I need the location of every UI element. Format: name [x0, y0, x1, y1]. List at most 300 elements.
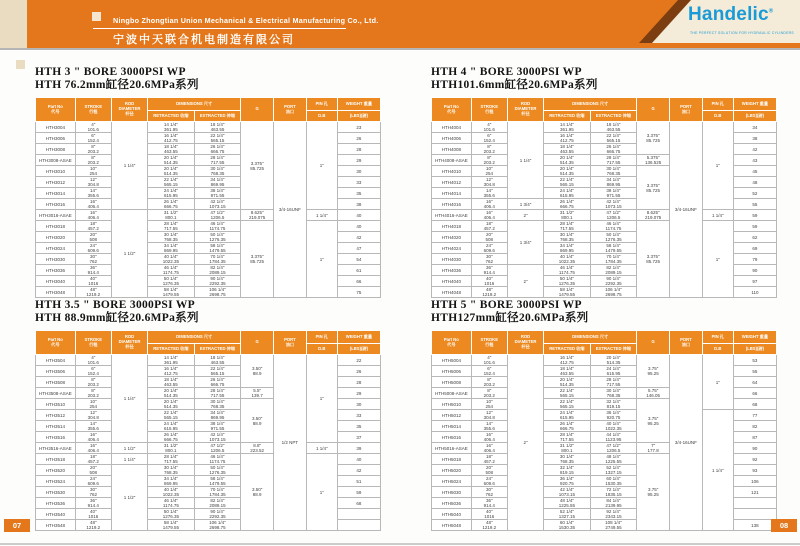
- col-header-stroke: STROKE 行程: [471, 331, 507, 355]
- col-header-part-no: Part No 代号: [36, 331, 76, 355]
- col-header-retracted: RETRACTED 收缩: [148, 111, 195, 122]
- cell-retracted: 50 1/4" 1276.35: [544, 276, 591, 287]
- cell-retracted: 30 1/4" 768.35: [148, 232, 195, 243]
- cell-stroke: 10" 254: [75, 166, 111, 177]
- cell-stroke: 30" 762: [75, 254, 111, 265]
- col-header-g: G: [637, 98, 670, 122]
- cell-g: 5.375" 136.525: [637, 155, 670, 166]
- cell-stroke: 20" 508: [471, 232, 507, 243]
- col-header-weight-lbs: (LBS)(磅): [733, 344, 776, 355]
- col-header-port: PORT 油口: [670, 331, 703, 355]
- cell-extracted: 34 1/4" 869.95: [590, 177, 637, 188]
- cell-weight: 53: [733, 355, 776, 366]
- cell-weight: 87: [733, 432, 776, 443]
- cell-part-no: HTH4004: [432, 122, 472, 133]
- cell-stroke: 20" 508: [75, 465, 111, 476]
- spec-table-3-5inch: [35, 330, 381, 531]
- cell-weight: 68: [733, 399, 776, 410]
- cell-stroke: 14" 355.6: [471, 421, 507, 432]
- cell-extracted: 47 1/2" 1206.5: [194, 210, 241, 221]
- cell-retracted: 32 1/4" 819.15: [544, 465, 591, 476]
- cell-retracted: 50 1/4" 1276.35: [148, 276, 195, 287]
- cell-part-no: HTH3516: [36, 432, 76, 443]
- decor-white-square: [92, 12, 101, 21]
- cell-stroke: 30" 762: [471, 487, 507, 498]
- cell-stroke: 16" 406.4: [471, 199, 507, 210]
- section-title-cn: HTH 88.9mm缸径20.6MPa系列: [35, 312, 199, 324]
- cell-extracted: 30 1/4" 768.35: [194, 166, 241, 177]
- cell-weight: 40: [337, 210, 380, 221]
- cell-retracted: 22 1/4" 565.15: [544, 388, 591, 399]
- cell-weight: 90: [733, 443, 776, 454]
- cell-part-no: HTH3516-ASAE: [36, 443, 76, 454]
- cell-retracted: 18 1/4" 463.55: [148, 144, 195, 155]
- cell-extracted: 70 1/4" 1784.35: [590, 254, 637, 265]
- cell-part-no: HTH3016-ASAE: [36, 210, 76, 221]
- cell-pin: 1": [306, 355, 337, 443]
- cell-extracted: 82 1/4" 2089.15: [590, 265, 637, 276]
- cell-retracted: 16 1/4" 412.75: [544, 133, 591, 144]
- col-header-rod-diameter: ROD DIAMETER 杆径: [111, 331, 147, 355]
- cell-part-no: HTH3008-ASAE: [36, 155, 76, 166]
- bottom-rule: [0, 543, 800, 545]
- cell-retracted: 24 1/4" 615.95: [148, 188, 195, 199]
- cell-part-no: HTH3040: [36, 276, 76, 287]
- cell-weight: 40: [337, 221, 380, 232]
- col-header-retracted: RETRACTED 收缩: [148, 344, 195, 355]
- table-row: [36, 454, 381, 465]
- cell-part-no: HTH3030: [36, 254, 76, 265]
- cell-weight: 59: [337, 487, 380, 498]
- cell-extracted: 58 1/4" 1479.55: [590, 243, 637, 254]
- cell-g: 3.375" 85.725: [637, 122, 670, 155]
- cell-retracted: 46 1/4" 1174.75: [148, 265, 195, 276]
- cell-part-no: HTH3036: [36, 265, 76, 276]
- cell-weight: 69: [733, 243, 776, 254]
- cell-rod-diameter: 1 1/4": [507, 122, 543, 199]
- cell-extracted: 44 1/4" 1123.95: [590, 432, 637, 443]
- cell-stroke: 36" 914.4: [75, 265, 111, 276]
- cell-retracted: 31 1/2" 800.1: [544, 210, 591, 221]
- cell-extracted: 90 1/4" 2292.35: [590, 276, 637, 287]
- cell-retracted: 58 1/4" 1479.55: [544, 287, 591, 298]
- cell-stroke: 4" 101.6: [471, 355, 507, 366]
- cell-stroke: 14" 355.6: [75, 421, 111, 432]
- cell-pin: 1 1/4": [702, 210, 733, 221]
- cell-port: 3/4-16UNF: [274, 122, 307, 298]
- cell-retracted: 20 1/4" 514.35: [544, 377, 591, 388]
- cell-retracted: 20 1/4" 514.35: [544, 155, 591, 166]
- cell-weight: 26: [337, 133, 380, 144]
- cell-rod-diameter: 2": [507, 355, 543, 531]
- cell-part-no: HTH5014: [432, 421, 472, 432]
- cell-extracted: 18 1/4" 463.55: [590, 122, 637, 133]
- cell-stroke: 8" 203.2: [471, 388, 507, 399]
- cell-retracted: 24 1/4" 615.95: [148, 421, 195, 432]
- cell-extracted: 58 1/4" 1479.55: [194, 476, 241, 487]
- cell-stroke: 18" 457.2: [75, 221, 111, 232]
- cell-retracted: 46 1/4" 1174.75: [544, 265, 591, 276]
- cell-weight: 26: [337, 366, 380, 377]
- cell-weight: 54: [337, 254, 380, 265]
- col-header-extracted: EXTRACTED 伸缩: [194, 111, 241, 122]
- cell-retracted: 30 1/4" 768.35: [544, 232, 591, 243]
- cell-weight: 62: [733, 232, 776, 243]
- cell-weight: 51: [337, 476, 380, 487]
- cell-extracted: 22 1/4" 565.15: [194, 366, 241, 377]
- cell-stroke: 16" 406.4: [471, 443, 507, 454]
- cell-port: 1/2 NPT: [274, 355, 307, 531]
- cell-part-no: HTH4014: [432, 188, 472, 199]
- cell-part-no: HTH5016: [432, 432, 472, 443]
- cell-extracted: 46 1/4" 1174.75: [590, 221, 637, 232]
- cell-extracted: 30 1/4" 768.35: [590, 388, 637, 399]
- cell-stroke: 6" 152.4: [75, 366, 111, 377]
- col-header-dimensions: DIMENSIONS 尺寸: [148, 98, 241, 111]
- spec-section-5inch: [431, 299, 777, 531]
- col-header-weight-lbs: (LBS)(磅): [337, 344, 380, 355]
- cell-g: 5.5" 139.7: [241, 388, 274, 399]
- cell-part-no: HTH3008: [36, 144, 76, 155]
- cell-retracted: 22 1/4" 565.15: [148, 177, 195, 188]
- logo-wordmark: [688, 4, 773, 26]
- cell-stroke: 12" 304.8: [75, 410, 111, 421]
- cell-weight: 66: [337, 276, 380, 287]
- col-header-pin-db: D.B: [702, 344, 733, 355]
- cell-extracted: 20 1/4" 514.35: [590, 355, 637, 366]
- cell-g: 8.625" 219.075: [241, 210, 274, 221]
- cell-stroke: 16" 406.4: [471, 432, 507, 443]
- cell-part-no: HTH3024: [36, 243, 76, 254]
- cell-extracted: 82 1/4" 2089.15: [194, 498, 241, 509]
- header-rule: [0, 48, 800, 50]
- logo-name: Handelic: [688, 4, 769, 25]
- cell-retracted: 30 1/4" 768.35: [544, 454, 591, 465]
- cell-stroke: 4" 101.6: [75, 355, 111, 366]
- cell-g: 3.375" 85.725: [241, 122, 274, 210]
- cell-stroke: 16" 406.4: [75, 210, 111, 221]
- cell-part-no: HTH5048: [432, 520, 472, 531]
- cell-rod-diameter: 1 1/2": [111, 465, 147, 531]
- cell-retracted: 36 1/4" 920.75: [544, 476, 591, 487]
- cell-weight: [337, 509, 380, 520]
- col-header-stroke: STROKE 行程: [75, 98, 111, 122]
- cell-weight: 47: [337, 243, 380, 254]
- cell-extracted: 42 1/4" 1073.15: [194, 199, 241, 210]
- table-row: [36, 355, 381, 366]
- cell-stroke: 10" 254: [471, 399, 507, 410]
- cell-weight: 22: [337, 355, 380, 366]
- cell-weight: 55: [733, 199, 776, 210]
- table-row: [36, 210, 381, 221]
- cell-extracted: 70 1/4" 1784.35: [194, 254, 241, 265]
- col-header-weight-lbs: (LBS)(磅): [337, 111, 380, 122]
- cell-part-no: HTH3548: [36, 520, 76, 531]
- cell-extracted: 106 1/4" 2698.75: [194, 287, 241, 298]
- cell-part-no: HTH3014: [36, 188, 76, 199]
- cell-stroke: 48" 1219.2: [471, 287, 507, 298]
- cell-stroke: 8" 203.2: [471, 144, 507, 155]
- cell-retracted: 26 1/4" 666.75: [544, 421, 591, 432]
- cell-weight: 42: [337, 232, 380, 243]
- spec-table-4inch: [431, 97, 777, 298]
- cell-retracted: 14 1/4" 361.95: [148, 122, 195, 133]
- cell-part-no: HTH4016: [432, 199, 472, 210]
- cell-pin: 1": [702, 355, 733, 410]
- col-header-g: G: [241, 331, 274, 355]
- cell-rod-diameter: 1 3/4": [507, 199, 543, 210]
- cell-g: 3.75" 95.25: [637, 355, 670, 388]
- cell-extracted: 18 1/4" 463.55: [194, 122, 241, 133]
- cell-stroke: 24" 609.6: [471, 243, 507, 254]
- table-row: [432, 210, 777, 221]
- cell-extracted: 42 1/4" 1073.15: [590, 199, 637, 210]
- cell-stroke: 8" 203.2: [75, 155, 111, 166]
- cell-retracted: 22 1/4" 565.15: [544, 399, 591, 410]
- spec-section-4inch: [431, 66, 777, 298]
- cell-retracted: 16 1/4" 412.75: [148, 133, 195, 144]
- cell-retracted: 40 1/4" 1022.35: [544, 254, 591, 265]
- cell-part-no: HTH3508: [36, 377, 76, 388]
- cell-stroke: 16" 406.4: [75, 432, 111, 443]
- cell-extracted: 92 1/4" 2343.15: [590, 509, 637, 520]
- cell-weight: 48: [733, 177, 776, 188]
- cell-g: 3.50" 88.9: [241, 355, 274, 388]
- decor-beige-square: [16, 60, 25, 69]
- cell-part-no: HTH4008-ASAE: [432, 155, 472, 166]
- table-row: [432, 410, 777, 421]
- cell-weight: 93: [733, 465, 776, 476]
- col-header-part-no: Part No 代号: [36, 98, 76, 122]
- cell-stroke: 18" 457.2: [471, 454, 507, 465]
- cell-part-no: HTH3514: [36, 421, 76, 432]
- cell-retracted: 28 1/4" 717.55: [544, 221, 591, 232]
- section-title-en: HTH 3.5 " BORE 3000PSI WP: [35, 299, 195, 311]
- cell-rod-diameter: 1 1/4": [111, 454, 147, 465]
- cell-part-no: HTH5012: [432, 410, 472, 421]
- cell-weight: 38: [733, 133, 776, 144]
- cell-part-no: HTH4016-ASAE: [432, 210, 472, 221]
- cell-g: 3.50" 88.9: [241, 454, 274, 531]
- cell-stroke: 24" 609.6: [75, 243, 111, 254]
- spec-table-3inch: [35, 97, 381, 298]
- section-title-en: HTH 5 " BORE 3000PSI WP: [431, 299, 582, 311]
- col-header-g: G: [637, 331, 670, 355]
- cell-retracted: 26 1/4" 666.75: [148, 199, 195, 210]
- cell-g: 3.75" 95.25: [637, 454, 670, 531]
- cell-weight: 55: [733, 366, 776, 377]
- cell-weight: 59: [733, 221, 776, 232]
- section-title-en: HTH 3 " BORE 3000PSI WP: [35, 66, 186, 78]
- cell-part-no: HTH5016-ASAE: [432, 443, 472, 454]
- table-row: [432, 355, 777, 366]
- cell-part-no: HTH3520: [36, 465, 76, 476]
- cell-retracted: 46 1/4" 1174.75: [148, 498, 195, 509]
- cell-part-no: HTH4010: [432, 166, 472, 177]
- cell-extracted: 50 1/4" 1276.35: [194, 232, 241, 243]
- company-name-en: Ningbo Zhongtian Union Mechanical & Electrical Manufacturing Co., Ltd.: [113, 16, 379, 25]
- cell-extracted: 84 1/4" 2139.95: [590, 498, 637, 509]
- cell-weight: 66: [733, 388, 776, 399]
- cell-stroke: 18" 457.2: [471, 221, 507, 232]
- cell-retracted: 34 1/4" 869.95: [148, 243, 195, 254]
- col-header-pin-db: D.B: [306, 111, 337, 122]
- cell-part-no: HTH3020: [36, 232, 76, 243]
- decor-underline: [93, 28, 346, 29]
- cell-retracted: 34 1/4" 869.95: [148, 476, 195, 487]
- cell-stroke: 36" 914.4: [75, 498, 111, 509]
- cell-extracted: 46 1/4" 1174.75: [194, 454, 241, 465]
- cell-retracted: 40 1/4" 1022.35: [148, 254, 195, 265]
- cell-part-no: HTH4012: [432, 177, 472, 188]
- cell-stroke: 16" 406.4: [75, 443, 111, 454]
- cell-retracted: 42 1/4" 1073.15: [544, 487, 591, 498]
- cell-rod-diameter: 2": [507, 210, 543, 221]
- cell-extracted: 46 1/4" 1174.75: [194, 221, 241, 232]
- cell-stroke: 36" 914.4: [471, 265, 507, 276]
- cell-weight: 40: [337, 454, 380, 465]
- cell-extracted: 72 1/4" 1835.15: [590, 487, 637, 498]
- col-header-pin-db: D.B: [306, 344, 337, 355]
- cell-retracted: 48 1/4" 1225.55: [544, 498, 591, 509]
- cell-stroke: 8" 203.2: [75, 377, 111, 388]
- cell-extracted: 52 1/4" 1327.15: [590, 465, 637, 476]
- cell-port: 3/4-16UNF: [670, 122, 703, 298]
- section-title-cn: HTH101.6mm缸径20.6MPa系列: [431, 79, 598, 91]
- cell-extracted: 34 1/4" 869.95: [194, 410, 241, 421]
- cell-part-no: HTH4024: [432, 243, 472, 254]
- logo-tagline: THE PERFECT SOLUTION FOR HYDRAULIC CYLINDERS: [690, 31, 794, 35]
- cell-extracted: 50 1/4" 1276.35: [194, 465, 241, 476]
- cell-extracted: 47 1/2" 1206.5: [590, 210, 637, 221]
- section-title-cn: HTH 76.2mm缸径20.6MPa系列: [35, 79, 199, 91]
- col-header-weight: WEIGHT 重量: [337, 98, 380, 111]
- col-header-part-no: Part No 代号: [432, 331, 472, 355]
- cell-retracted: 26 1/4" 666.75: [544, 199, 591, 210]
- table-head: [36, 98, 381, 122]
- cell-extracted: 38 1/4" 971.55: [194, 421, 241, 432]
- cell-weight: 92: [733, 454, 776, 465]
- cell-part-no: HTH3524: [36, 476, 76, 487]
- col-header-dimensions: DIMENSIONS 尺寸: [544, 98, 637, 111]
- col-header-extracted: EXTRACTED 伸缩: [590, 111, 637, 122]
- cell-part-no: HTH3512: [36, 410, 76, 421]
- cell-part-no: HTH4048: [432, 287, 472, 298]
- cell-retracted: 20 1/4" 514.35: [148, 388, 195, 399]
- cell-weight: 38: [337, 199, 380, 210]
- cell-stroke: 4" 101.6: [471, 122, 507, 133]
- cell-retracted: 60 1/4" 1530.35: [544, 520, 591, 531]
- cell-weight: 79: [733, 254, 776, 265]
- cell-weight: 28: [337, 144, 380, 155]
- cell-part-no: HTH3010: [36, 166, 76, 177]
- cell-rod-diameter: 1 1/2": [111, 210, 147, 298]
- cell-extracted: 50 1/4" 1276.35: [590, 232, 637, 243]
- cell-weight: 37: [337, 432, 380, 443]
- cell-part-no: HTH3504: [36, 355, 76, 366]
- cell-weight: 43: [733, 155, 776, 166]
- cell-stroke: 6" 152.4: [471, 366, 507, 377]
- cell-weight: 61: [337, 265, 380, 276]
- cell-part-no: HTH4036: [432, 265, 472, 276]
- cell-extracted: 34 1/4" 869.95: [194, 177, 241, 188]
- cell-extracted: 82 1/4" 2089.15: [194, 265, 241, 276]
- cell-part-no: HTH5008-ASAE: [432, 388, 472, 399]
- cell-stroke: 48" 1219.2: [75, 520, 111, 531]
- cell-weight: 42: [733, 144, 776, 155]
- cell-pin: 1": [306, 122, 337, 210]
- cell-part-no: HTH3510: [36, 399, 76, 410]
- col-header-g: G: [241, 98, 274, 122]
- cell-part-no: HTH4020: [432, 232, 472, 243]
- cell-pin: 1 1/4": [306, 443, 337, 454]
- cell-part-no: HTH5010: [432, 399, 472, 410]
- cell-stroke: 30" 762: [471, 254, 507, 265]
- cell-retracted: 31 1/2" 800.1: [148, 443, 195, 454]
- cell-weight: 75: [337, 287, 380, 298]
- cell-weight: 33: [337, 177, 380, 188]
- cell-weight: [337, 520, 380, 531]
- logo: [630, 0, 800, 43]
- cell-extracted: 28 1/4" 717.55: [194, 155, 241, 166]
- cell-g: 3.375" 85.725: [241, 221, 274, 298]
- cell-weight: 39: [337, 443, 380, 454]
- cell-part-no: HTH3018: [36, 221, 76, 232]
- cell-part-no: HTH3004: [36, 122, 76, 133]
- cell-part-no: HTH3506: [36, 366, 76, 377]
- cell-pin: 1": [702, 221, 733, 298]
- col-header-retracted: RETRACTED 收缩: [544, 111, 591, 122]
- cell-weight: 45: [733, 166, 776, 177]
- table-head: [432, 331, 777, 355]
- cell-rod-diameter: 1 1/2": [111, 443, 147, 454]
- cell-retracted: 31 1/2" 800.1: [544, 443, 591, 454]
- col-header-stroke: STROKE 行程: [471, 98, 507, 122]
- cell-extracted: 30 1/4" 768.35: [194, 399, 241, 410]
- cell-extracted: 106 1/4" 2698.75: [590, 287, 637, 298]
- cell-stroke: 30" 762: [75, 487, 111, 498]
- col-header-weight: WEIGHT 重量: [733, 98, 776, 111]
- cell-stroke: 14" 355.6: [75, 188, 111, 199]
- cell-extracted: 38 1/4" 971.55: [590, 188, 637, 199]
- cell-retracted: 52 1/4" 1327.15: [544, 509, 591, 520]
- spec-section-3inch: [35, 66, 381, 298]
- col-header-pin: PIN 孔: [702, 98, 733, 111]
- cell-retracted: 14 1/4" 361.95: [148, 355, 195, 366]
- cell-part-no: HTH3508-ASAE: [36, 388, 76, 399]
- cell-retracted: 28 1/4" 717.55: [544, 432, 591, 443]
- cell-part-no: HTH5006: [432, 366, 472, 377]
- cell-retracted: 18 1/4" 463.55: [544, 366, 591, 377]
- cell-stroke: 4" 101.6: [75, 122, 111, 133]
- cell-g: 8.625" 219.075: [637, 210, 670, 221]
- col-header-part-no: Part No 代号: [432, 98, 472, 122]
- col-header-port: PORT 油口: [274, 98, 307, 122]
- cell-retracted: 28 1/4" 717.55: [148, 221, 195, 232]
- cell-retracted: 40 1/4" 1022.35: [148, 487, 195, 498]
- cell-stroke: 8" 203.2: [471, 377, 507, 388]
- cell-weight: 68: [337, 498, 380, 509]
- cell-extracted: 28 1/4" 717.55: [590, 377, 637, 388]
- col-header-pin: PIN 孔: [702, 331, 733, 344]
- cell-weight: 35: [337, 421, 380, 432]
- cell-rod-diameter: 2": [507, 265, 543, 298]
- cell-stroke: 40" 1016: [75, 509, 111, 520]
- cell-stroke: 8" 203.2: [75, 144, 111, 155]
- cell-retracted: 58 1/4" 1479.55: [148, 520, 195, 531]
- cell-part-no: HTH3048: [36, 287, 76, 298]
- cell-retracted: 14 1/4" 361.95: [544, 122, 591, 133]
